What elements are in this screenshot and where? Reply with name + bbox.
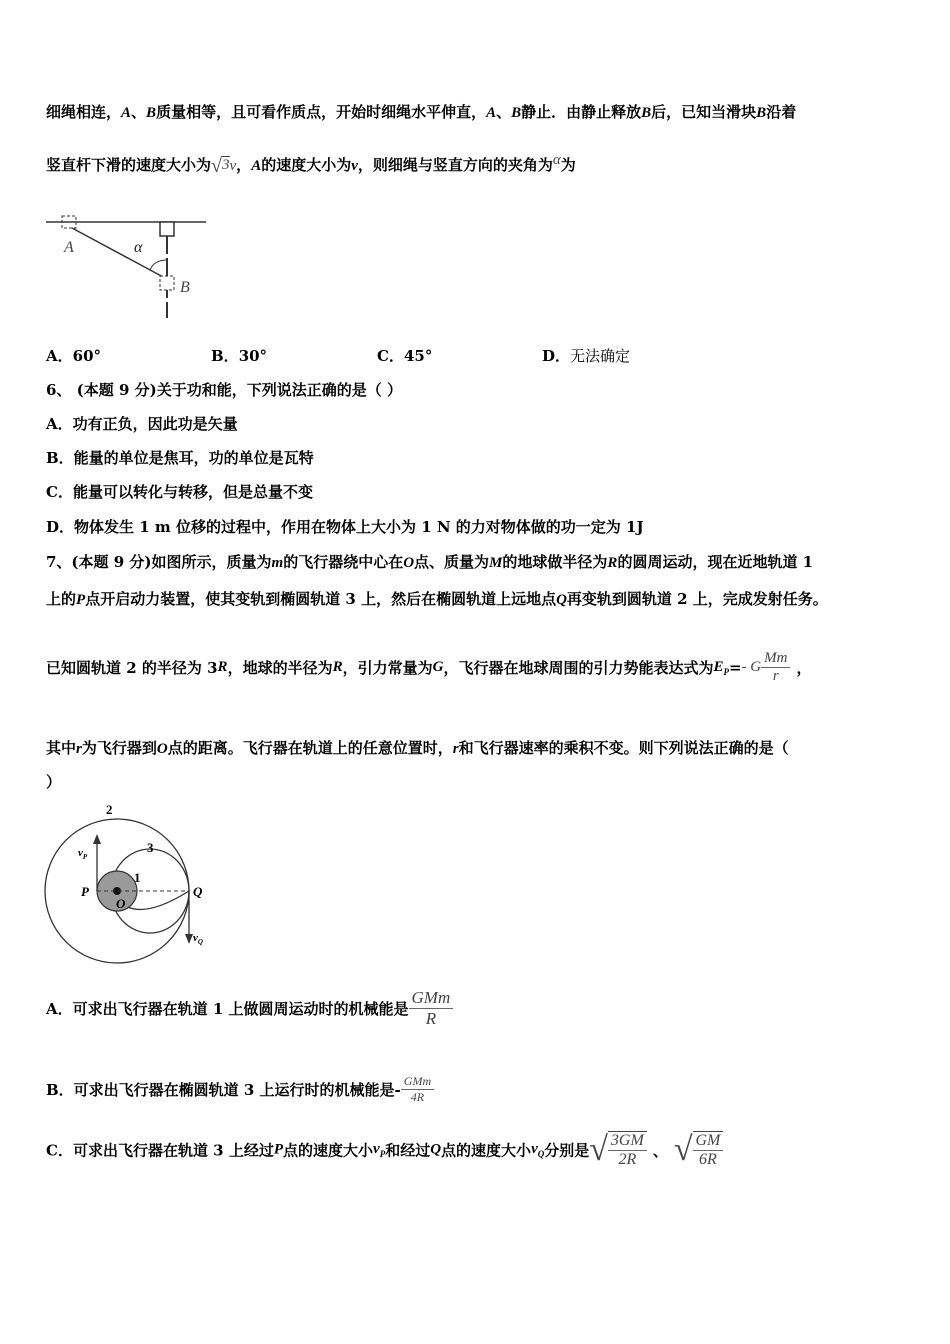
option-text: A．可求出飞行器在轨道 1 上做圆周运动时的机械能是 — [46, 1000, 409, 1018]
text: 静止．由静止释放 — [521, 103, 642, 121]
text: ，引力常量为 — [342, 659, 433, 677]
option-text: 和经过 — [385, 1141, 431, 1160]
var-b: B — [146, 105, 157, 121]
text: 已知圆轨道 2 的半径为 3 — [46, 659, 218, 677]
q6-option-d[interactable]: D．物体发生 1 m 位移的过程中，作用在物体上大小为 1 N 的力对物体做的功一定为 1J — [46, 518, 644, 536]
text: 为飞行器到 — [81, 739, 157, 757]
option-text: B．可求出飞行器在椭圆轨道 3 上运行时的机械能是- — [46, 1081, 401, 1099]
label-vp: $v_P$ — [78, 847, 88, 861]
label-2: 2 — [106, 802, 113, 817]
text: 的地球做半径为 — [502, 553, 608, 571]
text: ，飞行器在地球周围的引力势能表达式为 — [443, 659, 714, 677]
q7-stem-line1 — [46, 551, 813, 572]
frac-den: r — [772, 668, 779, 684]
frac-num: 3GM — [608, 1132, 647, 1151]
pulley-figure — [44, 208, 214, 323]
text: 点的距离。飞行器在轨道上的任意位置时， — [167, 739, 453, 757]
text: 沿着 — [766, 103, 797, 121]
label-3: 3 — [147, 840, 154, 855]
option-letter: D． — [542, 347, 571, 365]
var-o: O — [156, 741, 168, 757]
block-b — [160, 276, 174, 290]
var-vq — [531, 1141, 544, 1157]
var-v: v — [351, 158, 358, 174]
text: 和飞行器速率的乘积不变。则下列说法正确的是（ — [458, 739, 789, 757]
q5-option-a[interactable] — [46, 345, 101, 366]
var-o: O — [403, 555, 415, 571]
sqrt-v: v — [229, 157, 237, 174]
text: = — [728, 658, 742, 677]
var-g: G — [432, 659, 444, 675]
ep-sub: P — [723, 666, 729, 677]
text: ，地球的半径为 — [227, 659, 333, 677]
var-r: R — [217, 659, 228, 675]
label-b: B — [180, 279, 190, 296]
q5-stem-line1 — [46, 101, 796, 122]
ep-e: E — [713, 658, 724, 675]
rope — [72, 228, 165, 278]
q7-option-b[interactable] — [46, 1074, 434, 1105]
text: ，则细绳与竖直方向的夹角为 — [357, 156, 553, 174]
frac-den: 4R — [410, 1090, 425, 1104]
q7-stem-line5: ） — [46, 773, 62, 791]
text: 后，已知当滑块 — [651, 103, 757, 121]
text: 、 — [131, 103, 147, 121]
var-a: A — [251, 158, 262, 174]
option-text: 30° — [238, 347, 268, 365]
var-ep — [713, 659, 729, 675]
var-p: P — [273, 1141, 283, 1158]
option-text: 分别是 — [544, 1141, 590, 1160]
var-q: Q — [430, 1141, 442, 1158]
var-alpha: α — [552, 152, 561, 168]
frac-mm-r — [761, 650, 790, 685]
var-p: P — [76, 592, 86, 608]
label-o: O — [116, 896, 126, 911]
var-a: A — [121, 105, 132, 121]
option-text: 点的速度大小 — [441, 1141, 532, 1160]
sqrt-gm-6r: √ $\frac{GM}{6R}$ — [674, 1131, 724, 1169]
frac-num: GM — [693, 1132, 724, 1151]
block-a — [160, 222, 174, 236]
frac-den: R — [425, 1009, 437, 1028]
vq-v: v — [531, 1141, 538, 1157]
q7-stem-line4 — [46, 737, 789, 758]
var-q: Q — [556, 592, 567, 608]
frac-gmm-r — [409, 988, 454, 1029]
text: 竖直杆下滑的速度大小为 — [46, 156, 212, 174]
q6-option-c[interactable]: C．能量可以转化与转移，但是总量不变 — [46, 483, 313, 501]
text: 、 — [496, 103, 512, 121]
text: 再变轨到圆轨道 2 上，完成发射任务。 — [566, 590, 828, 608]
frac-num: GMm — [401, 1074, 434, 1090]
vp-sub: P — [379, 1149, 386, 1159]
var-bigm: M — [489, 555, 503, 571]
text: 点、质量为 — [414, 553, 490, 571]
var-small-r: r — [76, 741, 82, 757]
option-text: C．可求出飞行器在轨道 3 上经过 — [46, 1141, 274, 1160]
label-p: P — [81, 884, 89, 899]
var-r: R — [607, 555, 618, 571]
label-a: A — [64, 239, 74, 256]
frac-gmm-4r — [401, 1074, 434, 1105]
text: 质量相等，且可看作质点，开始时细绳水平伸直， — [156, 103, 487, 121]
var-b: B — [641, 105, 652, 121]
text: 的速度大小为 — [261, 156, 352, 174]
text: 为 — [560, 156, 576, 174]
sqrt-3v: √3v — [211, 154, 237, 177]
text: 7、(本题 9 分)如图所示，质量为 — [46, 553, 272, 571]
q5-stem-line2 — [46, 152, 576, 178]
frac-num: GMm — [409, 988, 454, 1009]
option-letter: A． — [46, 347, 73, 365]
text: 其中 — [46, 739, 77, 757]
q5-option-d[interactable] — [542, 345, 630, 366]
option-letter: B． — [211, 347, 239, 365]
option-letter: C． — [377, 347, 404, 365]
vq-sub: Q — [537, 1149, 545, 1159]
var-r: R — [332, 659, 343, 675]
option-text: 45° — [403, 347, 433, 365]
q6-option-a[interactable]: A．功有正负，因此功是矢量 — [46, 415, 238, 433]
q5-option-b[interactable] — [211, 345, 267, 366]
text: 的飞行器绕中心在 — [283, 553, 404, 571]
text: 的圆周运动，现在近地轨道 1 — [617, 553, 814, 571]
minus-g: - G — [741, 659, 762, 675]
option-text: 60° — [72, 347, 102, 365]
frac-den: 2R — [618, 1151, 637, 1168]
q7-option-c[interactable] — [46, 1131, 723, 1169]
orbit-figure — [40, 798, 220, 968]
arrow-vp-head — [93, 834, 101, 844]
q7-option-a[interactable] — [46, 988, 453, 1029]
text: ， — [236, 156, 252, 174]
vp-v: v — [373, 1141, 380, 1157]
frac-num: Mm — [761, 650, 790, 668]
label-1: 1 — [134, 870, 141, 885]
q6-stem: 6、 (本题 9 分)关于功和能，下列说法正确的是（ ） — [46, 381, 402, 399]
angle-arc — [150, 260, 167, 270]
var-small-r: r — [452, 741, 459, 757]
var-a: A — [486, 105, 497, 121]
q7-stem-line2 — [46, 588, 828, 609]
var-b: B — [756, 105, 767, 121]
separator: 、 — [652, 1141, 668, 1160]
option-text: 点的速度大小 — [283, 1141, 374, 1160]
q6-option-b[interactable]: B．能量的单位是焦耳，功的单位是瓦特 — [46, 449, 314, 467]
text: 点开启动力装置，使其变轨到椭圆轨道 3 上，然后在椭圆轨道上远地点 — [85, 590, 557, 608]
q7-stem-line3 — [46, 650, 811, 685]
text: 上的 — [46, 590, 77, 608]
q5-option-c[interactable] — [377, 345, 432, 366]
var-vp — [373, 1141, 385, 1157]
var-m: m — [271, 555, 284, 571]
var-b: B — [511, 105, 522, 121]
frac-den: 6R — [699, 1151, 717, 1168]
label-alpha: α — [134, 239, 143, 256]
option-text: 无法确定 — [570, 347, 631, 365]
label-vq: $v_Q$ — [193, 932, 203, 946]
sqrt-3gm-2r: √ $\frac{3GM}{2R}$ — [589, 1131, 647, 1169]
text: 细绳相连， — [46, 103, 122, 121]
arrow-vq-head — [185, 934, 193, 944]
label-q: Q — [193, 884, 203, 899]
sqrt-num: 3 — [222, 157, 230, 174]
text: ， — [796, 659, 812, 677]
